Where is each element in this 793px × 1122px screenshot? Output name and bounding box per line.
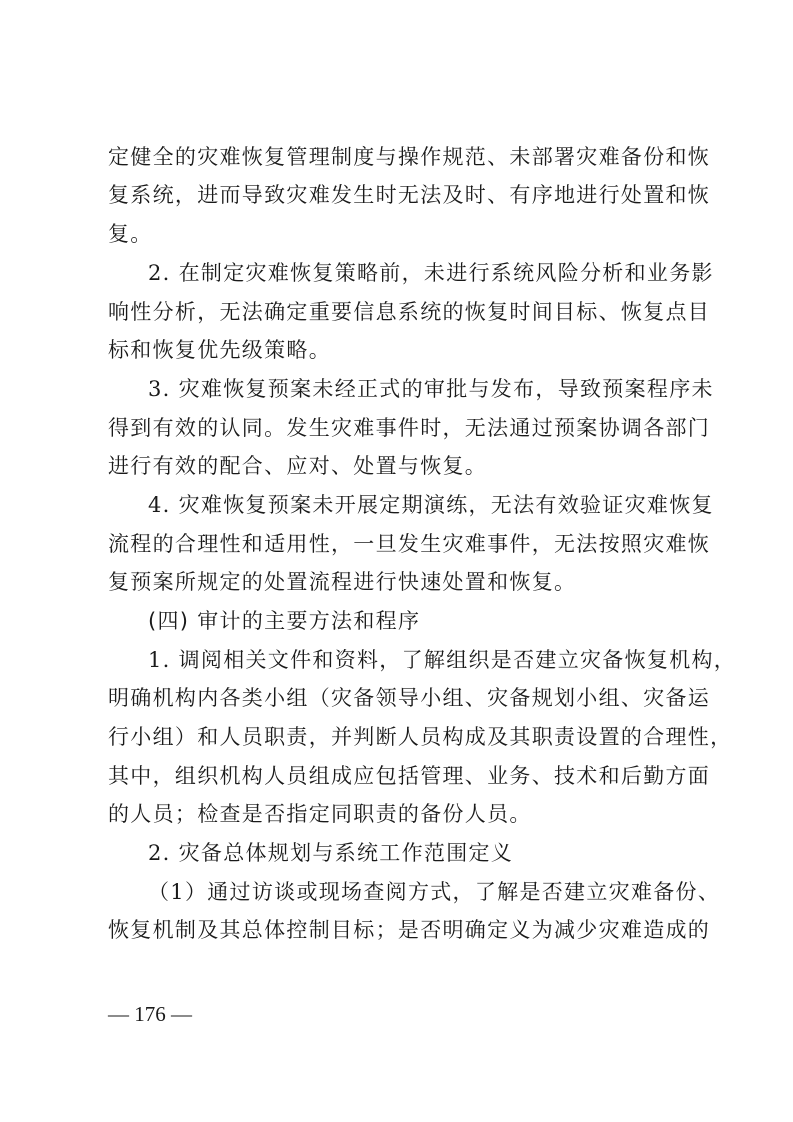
text-line: 流程的合理性和适用性，一旦发生灾难事件，无法按照灾难恢 bbox=[108, 532, 711, 556]
text-line: 复。 bbox=[108, 222, 153, 246]
text-line: 响性分析，无法确定重要信息系统的恢复时间目标、恢复点目 bbox=[108, 300, 711, 324]
text-line: 定健全的灾难恢复管理制度与操作规范、未部署灾难备份和恢 bbox=[108, 145, 711, 169]
section-heading: (四) 审计的主要方法和程序 bbox=[148, 609, 421, 633]
text-line: 恢复机制及其总体控制目标；是否明确定义为减少灾难造成的 bbox=[108, 918, 711, 942]
text-line: 得到有效的认同。发生灾难事件时，无法通过预案协调各部门 bbox=[108, 416, 711, 440]
text-line: （1）通过访谈或现场查阅方式，了解是否建立灾难备份、 bbox=[148, 880, 721, 904]
text-line: 4. 灾难恢复预案未开展定期演练，无法有效验证灾难恢复 bbox=[148, 493, 714, 517]
text-line: 的人员；检查是否指定同职责的备份人员。 bbox=[108, 802, 532, 826]
text-line: 2. 在制定灾难恢复策略前，未进行系统风险分析和业务影 bbox=[148, 261, 714, 285]
text-line: 3. 灾难恢复预案未经正式的审批与发布，导致预案程序未 bbox=[148, 377, 714, 401]
text-line: 进行有效的配合、应对、处置与恢复。 bbox=[108, 454, 488, 478]
text-line: 标和恢复优先级策略。 bbox=[108, 338, 331, 362]
text-line: 复预案所规定的处置流程进行快速处置和恢复。 bbox=[108, 570, 577, 594]
page-number: — 176 — bbox=[108, 1002, 192, 1026]
text-line: 2. 灾备总体规划与系统工作范围定义 bbox=[148, 841, 514, 865]
text-line: 行小组）和人员职责，并判断人员构成及其职责设置的合理性， bbox=[108, 725, 733, 749]
text-line: 明确机构内各类小组（灾备领导小组、灾备规划小组、灾备运 bbox=[108, 686, 711, 710]
text-line: 1. 调阅相关文件和资料，了解组织是否建立灾备恢复机构， bbox=[148, 648, 737, 672]
text-line: 其中，组织机构人员组成应包括管理、业务、技术和后勤方面 bbox=[108, 764, 711, 788]
text-line: 复系统，进而导致灾难发生时无法及时、有序地进行处置和恢 bbox=[108, 183, 711, 207]
